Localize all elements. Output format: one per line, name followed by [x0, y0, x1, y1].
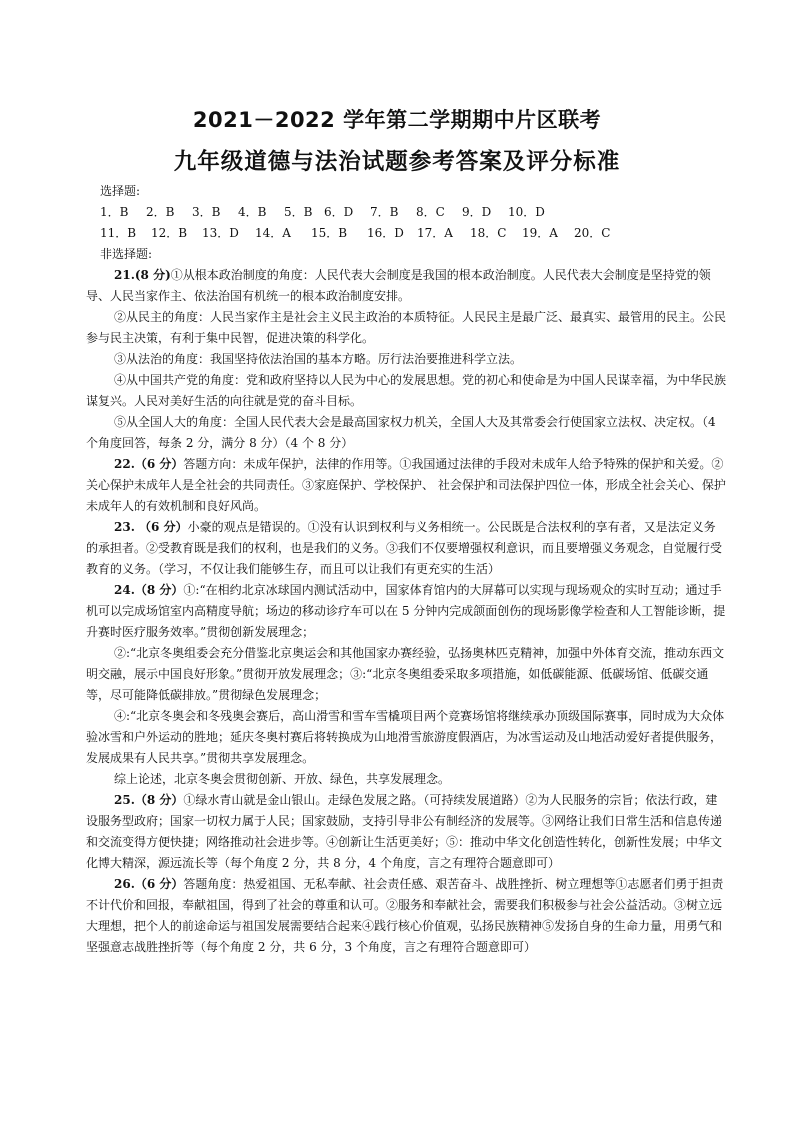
choice-answer: 3．B [192, 205, 221, 219]
q26-label: 26.（6 分） [114, 877, 184, 891]
q24-answer [86, 580, 726, 643]
choice-answer: 20．C [574, 226, 611, 240]
q26-text: 答题角度：热爱祖国、无私奉献、社会责任感、艰苦奋斗、战胜挫折、树立理想等①志愿者们勇于担责不计代价和回报，奉献祖国，得到了社会的尊重和认可。②服务和奉献社会，需要我们积极参与社会公益活动。③树立远大理想，把个人的前途命运与祖国发展需要结合起来④践行核心价值观，弘扬民族精神⑤发扬自身的生命力量，用勇气和坚强意志战胜挫折等（每个角度 2 分，共 6 分，3 个角度，言之有理符合题意即可） [86, 877, 724, 954]
q22-label: 22.（6 分） [114, 457, 184, 471]
q23-label: 23. （6 分） [114, 520, 188, 534]
q21-part5: ⑤从全国人大的角度：全国人民代表大会是最高国家权力机关，全国人大及其常委会行使国家立法权、决定权。（4 个角度回答，每条 2 分，满分 8 分）（4 个 8 分） [86, 415, 716, 450]
q21-part4: ④从中国共产党的角度：党和政府坚持以人民为中心的发展思想。党的初心和使命是为中国人民谋幸福，为中华民族谋复兴。人民对美好生活的向往就是党的奋斗目标。 [86, 373, 727, 408]
choice-answer: 4．B [238, 205, 267, 219]
q25-answer [86, 790, 726, 874]
q24-part2: ②:“北京冬奥组委会充分借鉴北京奥运会和其他国家办赛经验，弘扬奥林匹克精神，加强中外体育交流，推动东西文明交融，展示中国良好形象。”贯彻开放发展理念；③:“北京冬奥组委采取多项措施，如低碳能源、低碳场馆、低碳交通等，尽可能降低碳排放。”贯彻绿色发展理念； [86, 646, 725, 702]
choice-answer: 13．D [202, 226, 239, 240]
choice-answer: 12．B [151, 226, 188, 240]
choice-answer: 18．C [470, 226, 507, 240]
choice-answer: 17．A [417, 226, 453, 240]
choice-answer: 7．B [370, 205, 399, 219]
choice-answer: 10．D [508, 205, 545, 219]
q21-answer [86, 265, 726, 307]
q25-text: ①绿水青山就是金山银山。走绿色发展之路。（可持续发展道路）②为人民服务的宗旨；依法行政，建设服务型政府；国家一切权力属于人民；国家鼓励，支持引导非公有制经济的发展等。③网络让我们日常生活和信息传递和交流变得方便快捷；网络推动社会进步等。④创新让生活更美好；⑤：推动中华文化创造性转化，创新性发展；中华文化博大精深，源远流长等（每个角度 2 分，共 8 分，4 个角度，言之有理符合题意即可） [86, 793, 723, 870]
q22-answer [86, 454, 726, 517]
choice-answer: 15．B [311, 226, 348, 240]
q23-text: 小豪的观点是错误的。①没有认识到权利与义务相统一。公民既是合法权利的享有者，又是法定义务的承担者。②受教育既是我们的权利，也是我们的义务。③我们不仅要增强权利意识，而且要增强义务观念，自觉履行受教育的义务。（学习，不仅让我们能够生存，而且可以让我们有更充实的生活） [86, 520, 723, 576]
q26-answer [86, 874, 726, 958]
q24-label: 24.（8 分） [114, 583, 184, 597]
q22-text: 答题方向：未成年保护，法律的作用等。①我国通过法律的手段对未成年人给予特殊的保护和关爱。②关心保护未成年人是全社会的共同责任。③家庭保护、学校保护、 社会保护和司法保护四位一体，形成全社会关心、保护未成年人的有效机制和良好风尚。 [86, 457, 726, 513]
q21-part2: ②从民主的角度：人民当家作主是社会主义民主政治的本质特征。人民民主是最广泛、最真实、最管用的民主。公民参与民主决策，有利于集中民智，促进决策的科学化。 [86, 310, 727, 345]
q24-summary: 综上论述，北京冬奥会贯彻创新、开放、绿色，共享发展理念。 [114, 772, 451, 786]
choice-answer: 19．A [522, 226, 558, 240]
choice-answer: 1．B [100, 205, 129, 219]
choice-answer: 9．D [462, 205, 492, 219]
choice-answer: 16．D [367, 226, 404, 240]
answer-body [86, 181, 726, 958]
choice-answer: 11．B [100, 226, 137, 240]
choice-answer: 2．B [146, 205, 175, 219]
q21-label: 21.(8 分) [114, 268, 171, 282]
choice-answer: 6．D [324, 205, 354, 219]
q21-part3: ③从法治的角度：我国坚持依法治国的基本方略。厉行法治要推进科学立法。 [114, 352, 523, 366]
q25-label: 25.（8 分） [114, 793, 184, 807]
choice-answer: 8．C [416, 205, 445, 219]
choice-answers-row-1 [86, 202, 726, 223]
q21-part1: ①从根本政治制度的角度：人民代表大会制度是我国的根本政治制度。人民代表大会制度是坚持党的领导、人民当家作主、依法治国有机统一的根本政治制度安排。 [86, 268, 711, 303]
q24-part1: ①:“在相约北京冰球国内测试活动中，国家体育馆内的大屏幕可以实现与现场观众的实时互动；通过手机可以完成场馆室内高精度导航；场边的移动诊疗车可以在 5 分钟内完成颌面创伤的现场影像学检查和人工智能诊断，提升赛时医疗服务效率。”贯彻创新发展理念； [86, 583, 726, 639]
choice-answers-row-2 [86, 223, 726, 244]
choice-answer: 14．A [255, 226, 291, 240]
choice-answer: 5．B [284, 205, 313, 219]
exam-subtitle: 九年级道德与法治试题参考答案及评分标准 [173, 149, 621, 175]
choice-heading: 选择题: [100, 184, 141, 198]
q24-part3: ④:“北京冬奥会和冬残奥会赛后，高山滑雪和雪车雪橇项目两个竞赛场馆将继续承办顶级国际赛事，同时成为大众体验冰雪和户外运动的胜地；延庆冬奥村赛后将转换成为山地滑雪旅游度假酒店，为冰雪运动及山地活动爱好者提供服务，发展成果有人民共享。”贯彻共享发展理念。 [86, 709, 725, 765]
q23-answer [86, 517, 726, 580]
nonchoice-heading: 非选择题: [100, 247, 153, 261]
exam-title: 2021－2022 学年第二学期期中片区联考 [192, 108, 602, 132]
